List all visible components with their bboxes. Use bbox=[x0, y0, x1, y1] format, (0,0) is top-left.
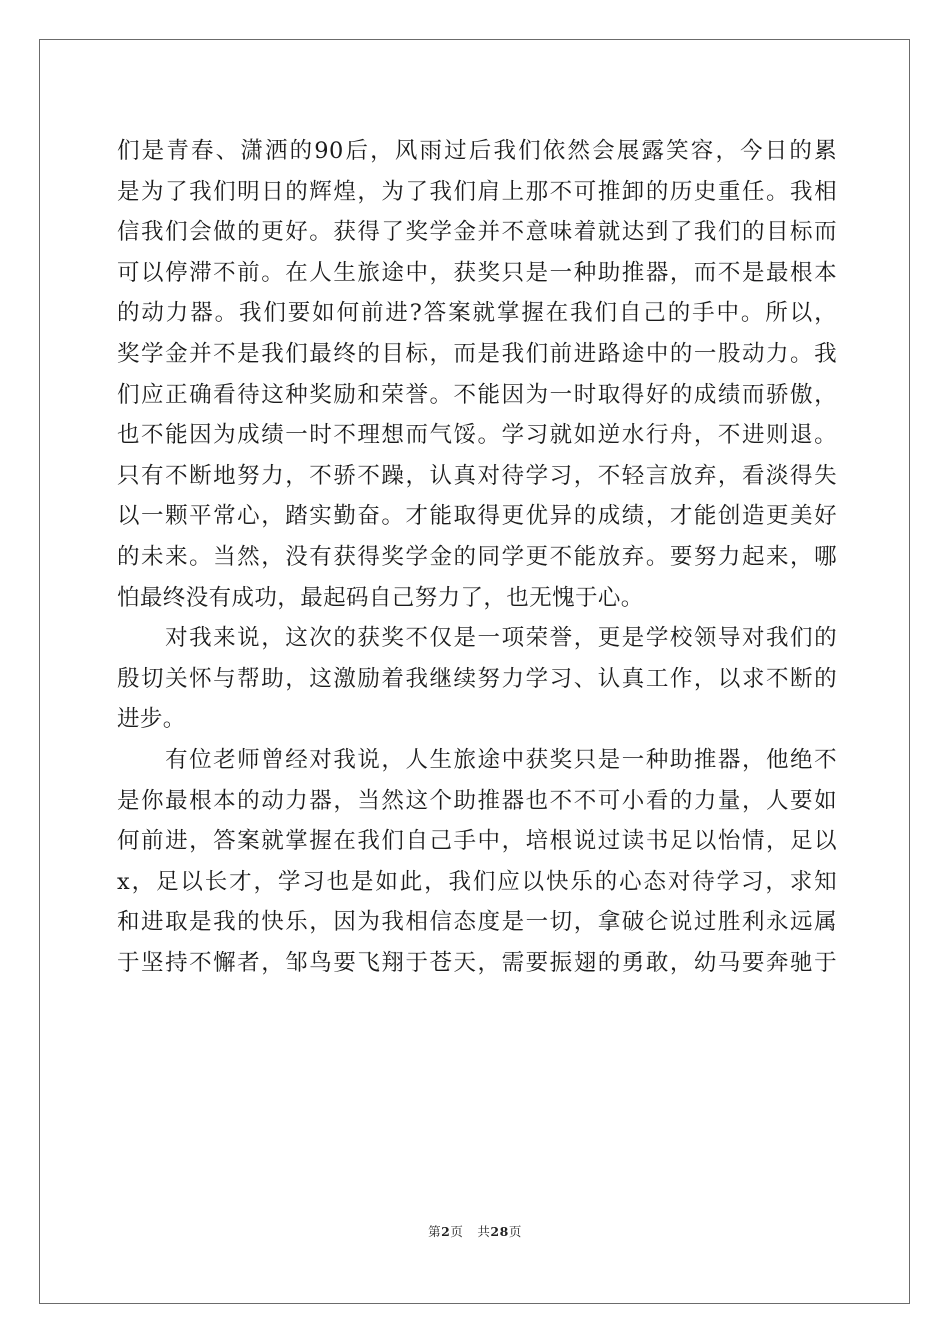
text-line: 对我来说，这次的获奖不仅是一项荣誉，更是学校领导对我们的 bbox=[117, 625, 837, 652]
text-line: 以一颗平常心，踏实勤奋。才能取得更优异的成绩，才能创造更美好 bbox=[117, 503, 837, 530]
total-pages: 28 bbox=[490, 1224, 509, 1239]
text-line: 的动力器。我们要如何前进?答案就掌握在我们自己的手中。所以， bbox=[117, 300, 837, 327]
text-line: 进步。 bbox=[117, 706, 186, 733]
text-line: 也不能因为成绩一时不理想而气馁。学习就如逆水行舟，不进则退。 bbox=[117, 422, 837, 449]
text-line: 是为了我们明日的辉煌，为了我们肩上那不可推卸的历史重任。我相 bbox=[117, 178, 837, 205]
page-suffix: 页 bbox=[450, 1224, 464, 1239]
text-line: 是你最根本的动力器，当然这个助推器也不不可小看的力量，人要如 bbox=[117, 787, 837, 814]
document-body bbox=[117, 131, 837, 983]
text-line: 殷切关怀与帮助，这激励着我继续努力学习、认真工作，以求不断的 bbox=[117, 665, 837, 692]
text-line: 有位老师曾经对我说，人生旅途中获奖只是一种助推器，他绝不 bbox=[117, 746, 837, 773]
text-line: 于坚持不懈者，邹鸟要飞翔于苍天，需要振翅的勇敢，幼马要奔驰于 bbox=[117, 949, 837, 976]
page-footer bbox=[0, 1222, 950, 1240]
text-line: 奖学金并不是我们最终的目标，而是我们前进路途中的一股动力。我 bbox=[117, 340, 837, 367]
total-suffix: 页 bbox=[508, 1224, 522, 1239]
text-line: 信我们会做的更好。获得了奖学金并不意味着就达到了我们的目标而 bbox=[117, 219, 837, 246]
page-prefix: 第 bbox=[428, 1224, 442, 1239]
text-line: 们是青春、潇洒的90后，风雨过后我们依然会展露笑容，今日的累 bbox=[117, 138, 837, 164]
text-line: 可以停滞不前。在人生旅途中，获奖只是一种助推器，而不是最根本 bbox=[117, 259, 837, 286]
text-line: 何前进，答案就掌握在我们自己手中，培根说过读书足以怡情，足以 bbox=[117, 828, 837, 855]
text-line: 怕最终没有成功，最起码自己努力了，也无愧于心。 bbox=[117, 584, 644, 611]
total-prefix: 共 bbox=[477, 1224, 491, 1239]
page-number: 2 bbox=[441, 1224, 451, 1239]
text-line: 的未来。当然，没有获得奖学金的同学更不能放弃。要努力起来，哪 bbox=[117, 543, 837, 570]
text-line: 只有不断地努力，不骄不躁，认真对待学习，不轻言放弃，看淡得失 bbox=[117, 462, 837, 489]
text-line: 们应正确看待这种奖励和荣誉。不能因为一时取得好的成绩而骄傲， bbox=[117, 381, 837, 408]
text-line: x，足以长才，学习也是如此，我们应以快乐的心态对待学习，求知 bbox=[117, 868, 837, 895]
text-line: 和进取是我的快乐，因为我相信态度是一切，拿破仑说过胜利永远属 bbox=[117, 909, 837, 936]
